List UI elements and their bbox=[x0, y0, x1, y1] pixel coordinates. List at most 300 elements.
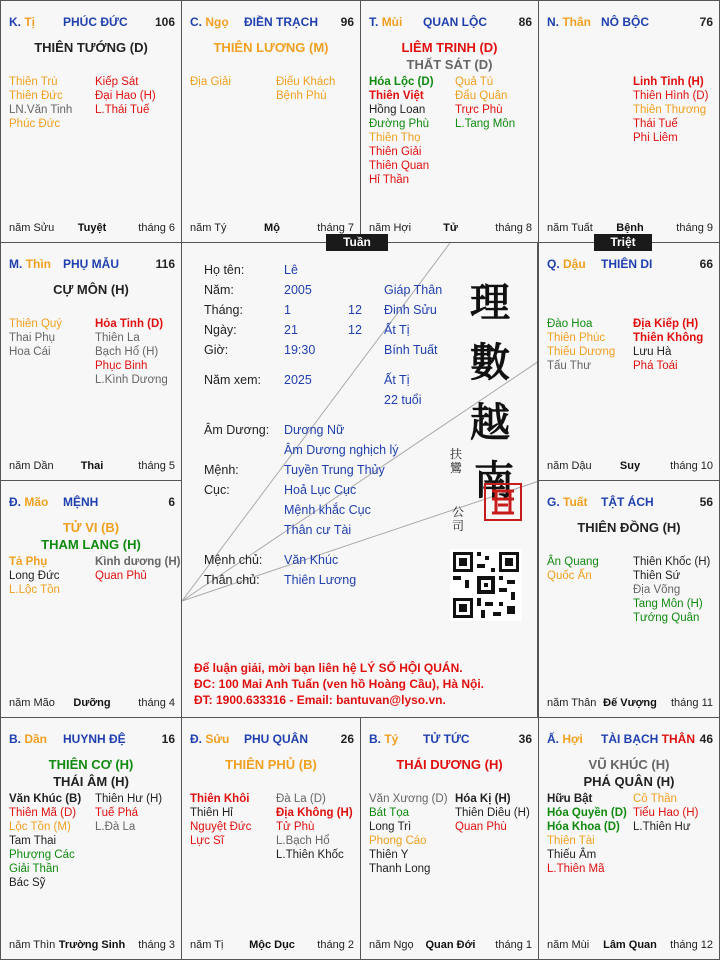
minor-star: Thiên Khôi bbox=[190, 793, 250, 805]
minor-star: LN.Văn Tinh bbox=[9, 104, 73, 116]
branch-code: N. bbox=[547, 15, 559, 29]
palace-number: 56 bbox=[699, 495, 713, 509]
palace-year: năm Ngọ bbox=[369, 939, 414, 951]
calligraphy-char-2: 數 bbox=[470, 339, 510, 386]
menhchu-value: Văn Khúc bbox=[284, 553, 339, 567]
palace-month: tháng 8 bbox=[495, 222, 532, 234]
palace-header bbox=[9, 495, 175, 511]
amduong-note: Âm Dương nghịch lý bbox=[284, 443, 399, 457]
palace-header bbox=[547, 495, 713, 511]
minor-star: Tuế Phá bbox=[95, 807, 139, 819]
branch-name: Tý bbox=[384, 732, 399, 746]
minor-star: Quốc Ấn bbox=[547, 570, 592, 582]
minor-star: Quan Phủ bbox=[95, 570, 147, 582]
palace-footer bbox=[547, 460, 713, 474]
palace-stage: Bệnh bbox=[616, 222, 644, 234]
palace-number: 16 bbox=[161, 732, 175, 746]
main-star: TỬ VI (B) bbox=[62, 520, 120, 535]
branch-code: K. bbox=[9, 15, 21, 29]
view-year-value: 2025 bbox=[284, 373, 312, 387]
center-info-panel bbox=[181, 242, 538, 718]
stars-right bbox=[276, 792, 353, 862]
stars-left bbox=[190, 792, 251, 848]
minor-star: Phi Liêm bbox=[633, 132, 678, 144]
branch-name: Ngọ bbox=[205, 15, 229, 29]
minor-star: Hóa Khoa (D) bbox=[547, 821, 620, 833]
palace-month: tháng 7 bbox=[317, 222, 354, 234]
minor-star: Thiên Trù bbox=[9, 76, 58, 88]
palace-mao bbox=[0, 480, 182, 718]
main-star: THẤT SÁT (D) bbox=[406, 57, 493, 72]
minor-star: Hóa Lộc (D) bbox=[369, 76, 434, 88]
calligraphy-small-col-1 bbox=[450, 447, 462, 475]
palace-footer bbox=[9, 697, 175, 711]
minor-star: Thiên Đức bbox=[9, 90, 63, 102]
palace-name: NÔ BỘC bbox=[601, 15, 649, 29]
palace-month: tháng 6 bbox=[138, 222, 175, 234]
palace-year: năm Tị bbox=[190, 939, 224, 951]
branch-name: Thìn bbox=[25, 257, 52, 271]
menhchu-label: Mệnh chủ: bbox=[204, 553, 263, 567]
branch-code: B. bbox=[9, 732, 21, 746]
minor-star: Kình dương (H) bbox=[95, 556, 181, 568]
minor-star: Đà La (D) bbox=[276, 793, 326, 805]
stars-left bbox=[547, 555, 599, 583]
minor-star: Địa Võng bbox=[633, 584, 681, 596]
minor-star: Lộc Tồn (M) bbox=[9, 821, 71, 833]
palace-stage: Đế Vượng bbox=[603, 697, 657, 709]
stars-right bbox=[455, 75, 515, 131]
palace-month: tháng 5 bbox=[138, 460, 175, 472]
palace-ti bbox=[0, 0, 182, 243]
minor-star: Tang Môn (H) bbox=[633, 598, 703, 610]
calligraphy-small-4: 司 bbox=[452, 519, 465, 533]
red-seal-icon bbox=[484, 483, 522, 521]
main-star: PHÁ QUÂN (H) bbox=[583, 774, 675, 789]
calligraphy-small-3: 公 bbox=[452, 505, 465, 519]
palace-stage: Tuyệt bbox=[77, 222, 107, 234]
branch-code: Đ. bbox=[190, 732, 202, 746]
minor-star: Tả Phụ bbox=[9, 556, 48, 568]
main-stars bbox=[1, 281, 181, 298]
minor-star: Thái Tuế bbox=[633, 118, 678, 130]
palace-stage: Tử bbox=[443, 222, 458, 234]
palace-name: TỬ TỨC bbox=[423, 732, 470, 746]
main-stars bbox=[1, 756, 181, 790]
palace-header bbox=[9, 732, 175, 748]
stars-right bbox=[455, 792, 530, 834]
palace-footer bbox=[190, 939, 354, 953]
palace-month: tháng 2 bbox=[317, 939, 354, 951]
palace-header bbox=[547, 15, 713, 31]
stars-right bbox=[95, 555, 180, 583]
minor-star: Phúc Đức bbox=[9, 118, 61, 130]
palace-month: tháng 11 bbox=[670, 697, 713, 709]
stars-right bbox=[633, 792, 698, 834]
branch-code: B. bbox=[369, 732, 381, 746]
palace-stage: Thai bbox=[80, 460, 104, 472]
minor-star: L.Đà La bbox=[95, 821, 136, 833]
calligraphy-small-col-2 bbox=[452, 505, 464, 533]
hour-label: Giờ: bbox=[204, 343, 229, 357]
menh-value: Tuyền Trung Thủy bbox=[284, 463, 385, 477]
minor-star: Thiên La bbox=[95, 332, 140, 344]
palace-year: năm Hợi bbox=[369, 222, 412, 234]
cuc-note-1: Mệnh khắc Cục bbox=[284, 503, 371, 517]
minor-star: Điếu Khách bbox=[276, 76, 336, 88]
minor-star: Tử Phù bbox=[276, 821, 315, 833]
main-stars bbox=[361, 39, 538, 73]
year-can: Giáp Thân bbox=[384, 283, 443, 297]
calligraphy-char-3: 越 bbox=[470, 399, 510, 446]
minor-star: Thiên Y bbox=[369, 849, 409, 861]
stars-right bbox=[276, 75, 335, 103]
month-can: Đinh Sửu bbox=[384, 303, 437, 317]
minor-star: Thiếu Dương bbox=[547, 346, 616, 358]
contact-line-1: Để luận giải, mời bạn liên hệ LÝ SỐ HỘI QUÁN. bbox=[194, 661, 463, 675]
minor-star: Tam Thai bbox=[9, 835, 57, 847]
stars-left bbox=[9, 75, 72, 131]
palace-year: năm Tý bbox=[190, 222, 227, 234]
main-star: THÁI ÂM (H) bbox=[53, 774, 129, 789]
main-star: THIÊN ĐỒNG (H) bbox=[577, 520, 681, 535]
main-star: CỰ MÔN (H) bbox=[53, 282, 129, 297]
stars-right bbox=[95, 317, 168, 387]
minor-star: Hồng Loan bbox=[369, 104, 426, 116]
main-stars bbox=[361, 756, 538, 773]
palace-name: PHU QUÂN bbox=[244, 732, 309, 746]
minor-star: Phá Toái bbox=[633, 360, 678, 372]
stars-right bbox=[633, 317, 703, 373]
palace-number: 106 bbox=[154, 15, 175, 29]
branch-name: Dần bbox=[24, 732, 48, 746]
year-label: Năm: bbox=[204, 283, 234, 297]
minor-star: L.Tang Môn bbox=[455, 118, 516, 130]
menh-label: Mệnh: bbox=[204, 463, 239, 477]
palace-year: năm Sửu bbox=[9, 222, 55, 234]
branch-code: M. bbox=[9, 257, 23, 271]
palace-stage: Mộc Dục bbox=[249, 939, 295, 951]
cuc-value: Hoả Lục Cục bbox=[284, 483, 357, 497]
minor-star: Thiên Diêu (H) bbox=[455, 807, 530, 819]
palace-month: tháng 12 bbox=[670, 939, 713, 951]
minor-star: Phượng Các bbox=[9, 849, 75, 861]
minor-star: Đại Hao (H) bbox=[95, 90, 156, 102]
cuc-label: Cục: bbox=[204, 483, 230, 497]
day-label: Ngày: bbox=[204, 323, 237, 337]
palace-header bbox=[9, 15, 175, 31]
minor-star: Hoa Cái bbox=[9, 346, 51, 358]
branch-name: Sửu bbox=[205, 732, 230, 746]
palace-header bbox=[9, 257, 175, 273]
palace-header bbox=[190, 732, 354, 748]
stars-right bbox=[633, 555, 710, 625]
palace-stage: Mộ bbox=[264, 222, 280, 234]
minor-star: Long Đức bbox=[9, 570, 60, 582]
main-stars bbox=[182, 39, 360, 56]
minor-star: Văn Xương (D) bbox=[369, 793, 448, 805]
main-star: THÁI DƯƠNG (H) bbox=[396, 757, 503, 772]
minor-star: Bát Tọa bbox=[369, 807, 410, 819]
minor-star: L.Thiên Hư bbox=[633, 821, 691, 833]
palace-footer bbox=[9, 222, 175, 236]
palace-month: tháng 10 bbox=[670, 460, 713, 472]
palace-month: tháng 9 bbox=[676, 222, 713, 234]
palace-footer bbox=[547, 697, 713, 711]
contact-line-2: ĐC: 100 Mai Anh Tuấn (ven hồ Hoàng Cầu), Hà Nội. bbox=[194, 677, 485, 691]
palace-dau bbox=[538, 242, 720, 481]
triet-marker: Triệt bbox=[594, 234, 652, 251]
branch-name: Dậu bbox=[563, 257, 586, 271]
main-stars bbox=[182, 756, 360, 773]
palace-stage: Dưỡng bbox=[73, 697, 111, 709]
palace-year: năm Dần bbox=[9, 460, 54, 472]
thanchu-value: Thiên Lương bbox=[284, 573, 357, 587]
stars-left bbox=[547, 317, 615, 373]
minor-star: Thiên Tài bbox=[547, 835, 595, 847]
stars-right bbox=[95, 75, 156, 117]
minor-star: Hỏa Tinh (D) bbox=[95, 318, 164, 330]
minor-star: Địa Kiếp (H) bbox=[633, 318, 699, 330]
hour-value: 19:30 bbox=[284, 343, 316, 357]
palace-year: năm Dậu bbox=[547, 460, 592, 472]
branch-code: C. bbox=[190, 15, 202, 29]
minor-star: Đường Phù bbox=[369, 118, 429, 130]
minor-star: L.Kình Dương bbox=[95, 374, 168, 386]
minor-star: Tiểu Hao (H) bbox=[633, 807, 699, 819]
main-star: LIÊM TRINH (D) bbox=[401, 40, 498, 55]
branch-name: Thân bbox=[562, 15, 592, 29]
palace-number: 36 bbox=[518, 732, 532, 746]
minor-star: Tấu Thư bbox=[547, 360, 591, 372]
main-star: THIÊN CƠ (H) bbox=[48, 757, 134, 772]
palace-name: MỆNH bbox=[63, 495, 99, 509]
minor-star: Đào Hoa bbox=[547, 318, 593, 330]
minor-star: L.Thái Tuế bbox=[95, 104, 150, 116]
branch-name: Hợi bbox=[562, 732, 583, 746]
minor-star: Thiên Không bbox=[633, 332, 704, 344]
palace-header bbox=[547, 732, 713, 748]
minor-star: Thiên Phúc bbox=[547, 332, 606, 344]
minor-star: Thiên Khốc (H) bbox=[633, 556, 711, 568]
minor-star: Thiên Hình (D) bbox=[633, 90, 709, 102]
palace-number: 116 bbox=[155, 257, 175, 271]
palace-footer bbox=[547, 939, 713, 953]
minor-star: Hóa Kị (H) bbox=[455, 793, 511, 805]
palace-dan bbox=[0, 717, 182, 960]
minor-star: Hỉ Thần bbox=[369, 174, 410, 186]
minor-star: Thiếu Âm bbox=[547, 849, 597, 861]
palace-name: THIÊN DI bbox=[601, 257, 653, 271]
stars-left bbox=[9, 555, 60, 597]
month-label: Tháng: bbox=[204, 303, 243, 317]
calligraphy-char-4: 南 bbox=[474, 457, 514, 504]
palace-name: TÀI BẠCH bbox=[601, 732, 659, 746]
branch-code: G. bbox=[547, 495, 560, 509]
palace-name: PHỤ MẪU bbox=[63, 257, 119, 271]
main-stars bbox=[1, 39, 181, 56]
palace-mui bbox=[360, 0, 539, 243]
stars-left bbox=[9, 792, 81, 890]
branch-name: Mùi bbox=[381, 15, 403, 29]
palace-extra: THÂN bbox=[661, 732, 695, 746]
name-label: Họ tên: bbox=[204, 263, 245, 277]
main-stars bbox=[539, 519, 719, 536]
minor-star: Thai Phụ bbox=[9, 332, 56, 344]
minor-star: L.Thiên Khốc bbox=[276, 849, 344, 861]
minor-star: Tướng Quân bbox=[633, 612, 700, 624]
main-star: THIÊN LƯƠNG (M) bbox=[213, 40, 329, 55]
age-value: 22 tuổi bbox=[384, 393, 422, 407]
stars-right bbox=[633, 75, 708, 145]
contact-line-3[interactable]: ĐT: 1900.633316 - Email: bantuvan@lyso.vn. bbox=[194, 693, 446, 707]
palace-footer bbox=[9, 939, 175, 953]
minor-star: Phục Binh bbox=[95, 360, 148, 372]
minor-star: Địa Giải bbox=[190, 76, 231, 88]
minor-star: Bệnh Phù bbox=[276, 90, 327, 102]
minor-star: Thiên Quan bbox=[369, 160, 430, 172]
month-value: 1 bbox=[284, 303, 291, 317]
minor-star: Hữu Bật bbox=[547, 793, 593, 805]
branch-name: Tị bbox=[24, 15, 36, 29]
thanchu-label: Thân chủ: bbox=[204, 573, 260, 587]
minor-star: Cô Thần bbox=[633, 793, 677, 805]
cuc-note-2: Thân cư Tài bbox=[284, 523, 352, 537]
palace-year: năm Mão bbox=[9, 697, 55, 709]
main-stars bbox=[539, 756, 719, 790]
minor-star: Nguyệt Đức bbox=[190, 821, 252, 833]
amduong-label: Âm Dương: bbox=[204, 423, 270, 437]
minor-star: Thiên Hư (H) bbox=[95, 793, 163, 805]
view-year-can: Ất Tị bbox=[384, 373, 410, 387]
palace-name: QUAN LỘC bbox=[423, 15, 487, 29]
palace-stage: Lâm Quan bbox=[603, 939, 657, 951]
palace-month: tháng 1 bbox=[495, 939, 532, 951]
branch-code: T. bbox=[369, 15, 379, 29]
stars-right bbox=[95, 792, 162, 834]
palace-thin bbox=[0, 242, 182, 481]
palace-number: 66 bbox=[699, 257, 713, 271]
minor-star: Lưu Hà bbox=[633, 346, 672, 358]
calligraphy-small-1: 扶 bbox=[450, 447, 463, 461]
minor-star: Thiên Thọ bbox=[369, 132, 421, 144]
tuan-marker: Tuần bbox=[326, 234, 388, 251]
minor-star: Giải Thần bbox=[9, 863, 59, 875]
minor-star: Thiên Mã (D) bbox=[9, 807, 77, 819]
minor-star: L.Bạch Hổ bbox=[276, 835, 330, 847]
amduong-value: Dương Nữ bbox=[284, 423, 345, 437]
day-lunar: 12 bbox=[348, 323, 362, 337]
calligraphy-small-2: 鸞 bbox=[450, 461, 463, 475]
palace-year: năm Thìn bbox=[9, 939, 56, 951]
minor-star: Bạch Hổ (H) bbox=[95, 346, 159, 358]
stars-left bbox=[190, 75, 231, 89]
minor-star: Linh Tinh (H) bbox=[633, 76, 704, 88]
minor-star: Bác Sỹ bbox=[9, 877, 46, 889]
main-star: THAM LANG (H) bbox=[41, 537, 141, 552]
palace-header bbox=[547, 257, 713, 273]
palace-ty bbox=[360, 717, 539, 960]
palace-header bbox=[369, 15, 532, 31]
minor-star: Thiên Quý bbox=[9, 318, 63, 330]
palace-number: 26 bbox=[340, 732, 354, 746]
minor-star: Thiên Giải bbox=[369, 146, 422, 158]
minor-star: Phong Cáo bbox=[369, 835, 427, 847]
stars-left bbox=[369, 792, 448, 876]
palace-ngo bbox=[181, 0, 361, 243]
branch-name: Mão bbox=[24, 495, 49, 509]
minor-star: Thiên Thương bbox=[633, 104, 707, 116]
palace-month: tháng 4 bbox=[138, 697, 175, 709]
palace-suu bbox=[181, 717, 361, 960]
palace-stage: Quan Đới bbox=[425, 939, 476, 951]
palace-number: 76 bbox=[699, 15, 713, 29]
year-value: 2005 bbox=[284, 283, 312, 297]
palace-month: tháng 3 bbox=[138, 939, 175, 951]
minor-star: Hóa Quyền (D) bbox=[547, 807, 627, 819]
minor-star: Ân Quang bbox=[547, 556, 599, 568]
minor-star: Quan Phù bbox=[455, 821, 507, 833]
minor-star: Kiếp Sát bbox=[95, 76, 139, 88]
branch-name: Tuất bbox=[563, 495, 588, 509]
minor-star: Trực Phù bbox=[455, 104, 503, 116]
minor-star: Lực Sĩ bbox=[190, 835, 224, 847]
minor-star: Địa Không (H) bbox=[276, 807, 353, 819]
day-can: Ất Tị bbox=[384, 323, 410, 337]
month-lunar: 12 bbox=[348, 303, 362, 317]
name-value: Lê bbox=[284, 263, 298, 277]
main-star: THIÊN PHỦ (B) bbox=[225, 757, 317, 772]
day-value: 21 bbox=[284, 323, 298, 337]
main-star: THIÊN TƯỚNG (D) bbox=[34, 40, 148, 55]
palace-year: năm Thân bbox=[547, 697, 597, 709]
palace-name: TẬT ÁCH bbox=[601, 495, 654, 509]
palace-hoi bbox=[538, 717, 720, 960]
palace-number: 6 bbox=[168, 495, 175, 509]
palace-name: ĐIỀN TRẠCH bbox=[244, 15, 318, 29]
minor-star: Thiên Sứ bbox=[633, 570, 681, 582]
view-year-label: Năm xem: bbox=[204, 373, 261, 387]
minor-star: Văn Khúc (B) bbox=[9, 793, 82, 805]
hour-can: Bính Tuất bbox=[384, 343, 438, 357]
palace-than bbox=[538, 0, 720, 243]
palace-number: 96 bbox=[340, 15, 354, 29]
palace-year: năm Mùi bbox=[547, 939, 590, 951]
palace-number: 86 bbox=[518, 15, 532, 29]
minor-star: Thanh Long bbox=[369, 863, 431, 875]
main-star: VŨ KHÚC (H) bbox=[588, 757, 670, 772]
palace-footer bbox=[369, 222, 532, 236]
palace-stage: Trường Sinh bbox=[58, 939, 126, 951]
calligraphy-char-1: 理 bbox=[470, 279, 510, 326]
palace-stage: Suy bbox=[619, 460, 641, 472]
stars-left bbox=[369, 75, 434, 187]
palace-header bbox=[369, 732, 532, 748]
qr-code-icon[interactable] bbox=[450, 549, 522, 621]
palace-tuat bbox=[538, 480, 720, 718]
minor-star: Quả Tú bbox=[455, 76, 494, 88]
branch-code: Q. bbox=[547, 257, 560, 271]
palace-year: năm Tuất bbox=[547, 222, 593, 234]
branch-code: Đ. bbox=[9, 495, 21, 509]
minor-star: Đẩu Quân bbox=[455, 90, 508, 102]
palace-footer bbox=[369, 939, 532, 953]
palace-header bbox=[190, 15, 354, 31]
main-stars bbox=[1, 519, 181, 553]
stars-left bbox=[9, 317, 62, 359]
minor-star: Thiên Việt bbox=[369, 90, 424, 102]
branch-code: Ấ. bbox=[547, 732, 559, 746]
